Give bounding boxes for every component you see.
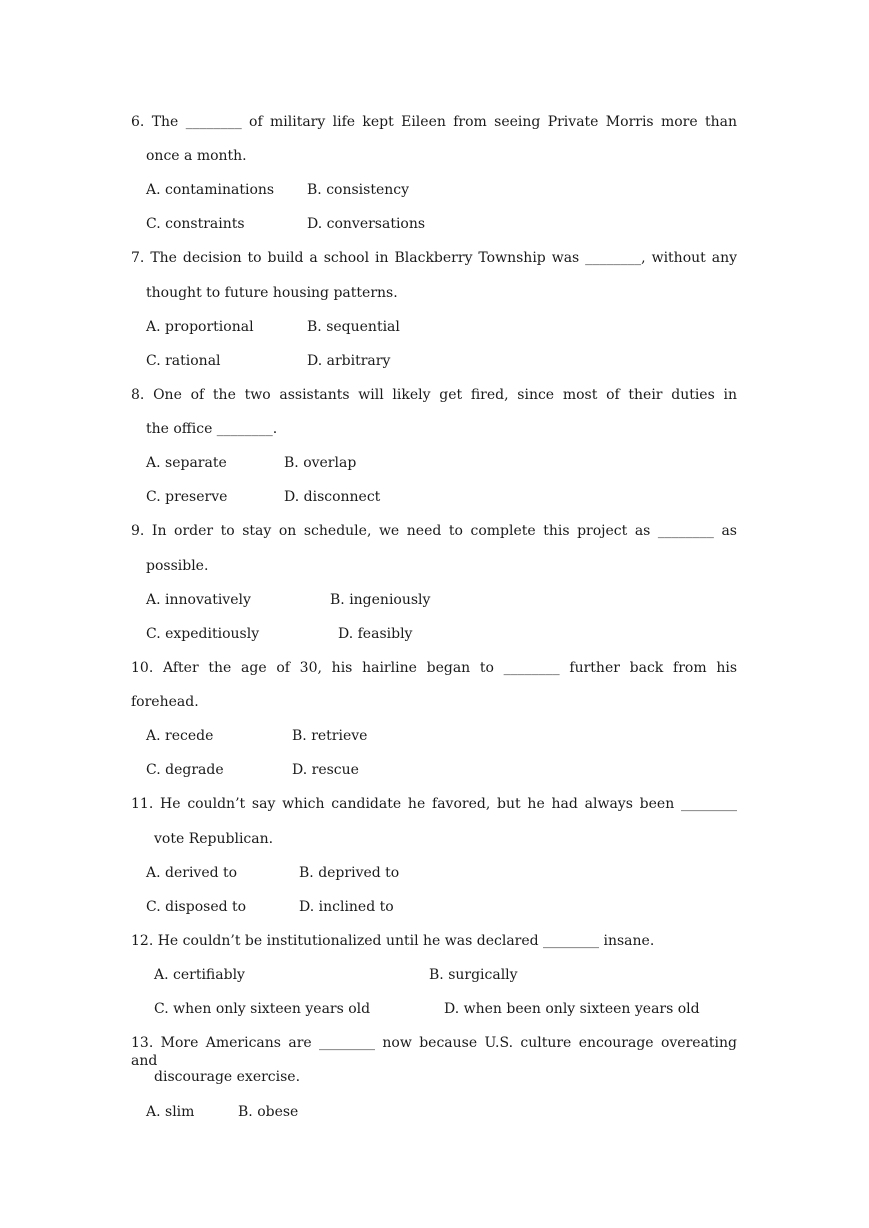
question-8-option-b: B. overlap — [284, 455, 357, 471]
question-11-continuation: vote Republican. — [154, 831, 274, 847]
question-10-stem: 10. After the age of 30, his hairline began to ________ further back from his — [131, 660, 737, 676]
question-13-stem: 13. More Americans are ________ now because U.S. culture encourage overeating and — [131, 1035, 737, 1069]
question-10-continuation: forehead. — [131, 694, 199, 710]
question-11-option-a: A. derived to — [146, 865, 238, 881]
question-13-option-b: B. obese — [238, 1104, 299, 1120]
question-8-option-d: D. disconnect — [284, 489, 381, 505]
question-9-option-c: C. expeditiously — [146, 626, 260, 642]
question-7-option-d: D. arbitrary — [307, 353, 391, 369]
question-6-option-b: B. consistency — [307, 182, 409, 198]
question-9-continuation: possible. — [146, 558, 209, 574]
question-10-option-c: C. degrade — [146, 762, 224, 778]
question-11-option-b: B. deprived to — [299, 865, 400, 881]
question-6-option-c: C. constraints — [146, 216, 245, 232]
question-6-option-d: D. conversations — [307, 216, 426, 232]
question-12-option-b: B. surgically — [429, 967, 518, 983]
question-10-option-d: D. rescue — [292, 762, 359, 778]
question-12-stem: 12. He couldn’t be institutionalized until he was declared ________ insane. — [131, 933, 655, 949]
question-9-stem: 9. In order to stay on schedule, we need to complete this project as ________ as — [131, 523, 737, 539]
question-8-continuation: the office ________. — [146, 421, 278, 437]
question-7-option-c: C. rational — [146, 353, 221, 369]
question-11-option-c: C. disposed to — [146, 899, 247, 915]
question-10-option-a: A. recede — [146, 728, 214, 744]
question-10-option-b: B. retrieve — [292, 728, 368, 744]
question-8-option-c: C. preserve — [146, 489, 228, 505]
question-12-option-c: C. when only sixteen years old — [154, 1001, 371, 1017]
question-8-option-a: A. separate — [146, 455, 227, 471]
question-9-option-d: D. feasibly — [338, 626, 413, 642]
question-12-option-d: D. when been only sixteen years old — [444, 1001, 700, 1017]
question-7-continuation: thought to future housing patterns. — [146, 285, 398, 301]
question-8-stem: 8. One of the two assistants will likely get fired, since most of their duties in — [131, 387, 737, 403]
question-6-continuation: once a month. — [146, 148, 247, 164]
question-6-stem: 6. The ________ of military life kept Eileen from seeing Private Morris more than — [131, 114, 737, 130]
question-13-option-a: A. slim — [146, 1104, 195, 1120]
question-9-option-a: A. innovatively — [146, 592, 251, 608]
question-12-option-a: A. certifiably — [154, 967, 245, 983]
question-9-option-b: B. ingeniously — [330, 592, 431, 608]
question-11-option-d: D. inclined to — [299, 899, 394, 915]
question-11-stem: 11. He couldn’t say which candidate he favored, but he had always been ________ — [131, 796, 737, 812]
question-13-continuation: discourage exercise. — [154, 1069, 301, 1085]
question-7-option-a: A. proportional — [146, 319, 254, 335]
question-6-option-a: A. contaminations — [146, 182, 275, 198]
question-7-option-b: B. sequential — [307, 319, 400, 335]
question-7-stem: 7. The decision to build a school in Blackberry Township was ________, without any — [131, 250, 737, 266]
